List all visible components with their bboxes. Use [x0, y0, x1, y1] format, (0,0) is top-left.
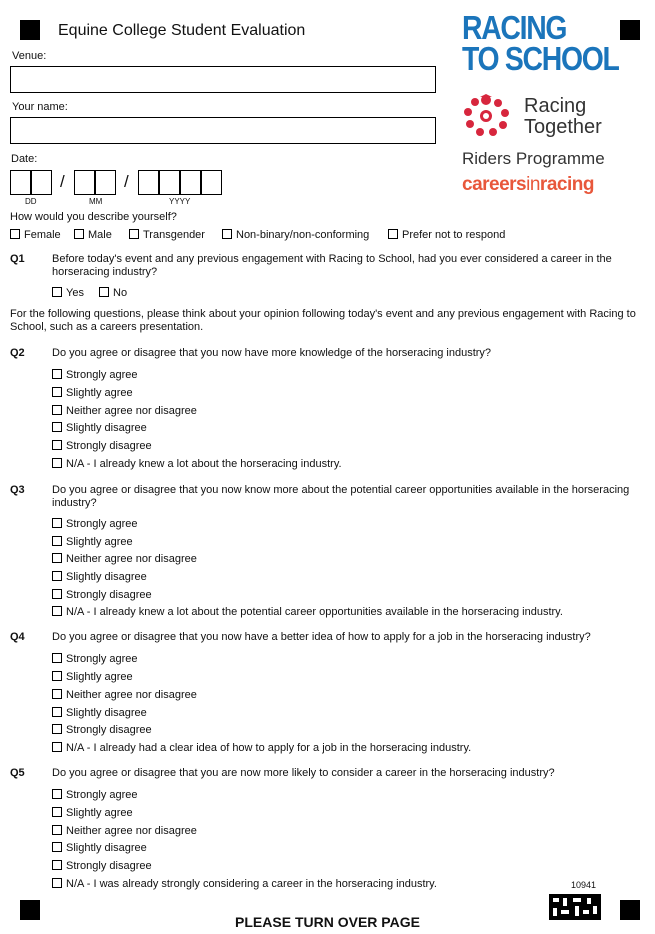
date-day-digit-2[interactable]	[31, 170, 52, 195]
q3-strongly-agree[interactable]: Strongly agree	[52, 518, 138, 530]
q1-text: Before today's event and any previous engagement with Racing to School, had you ever considered a career in the horseracing industry?	[52, 253, 612, 278]
q1-option-no[interactable]: No	[99, 287, 127, 299]
date-mm-caption: MM	[89, 197, 103, 206]
checkbox[interactable]	[52, 807, 62, 817]
option-female[interactable]: Female	[10, 229, 61, 241]
checkbox[interactable]	[52, 589, 62, 599]
registration-marker-top-left	[20, 20, 40, 40]
checkbox[interactable]	[52, 653, 62, 663]
q2-not-applicable[interactable]: N/A - I already knew a lot about the horseracing industry.	[52, 458, 342, 470]
registration-marker-top-right	[620, 20, 640, 40]
date-month-digit-1[interactable]	[74, 170, 95, 195]
racing-word: racing	[539, 174, 594, 195]
date-day-digit-1[interactable]	[10, 170, 31, 195]
q1-option-yes[interactable]: Yes	[52, 287, 84, 299]
checkbox[interactable]	[52, 458, 62, 468]
checkbox[interactable]	[52, 742, 62, 752]
q2-neither[interactable]: Neither agree nor disagree	[52, 405, 197, 417]
q2-slightly-disagree[interactable]: Slightly disagree	[52, 422, 147, 434]
q3-not-applicable[interactable]: N/A - I already knew a lot about the potential career opportunities available in the horseracing industry.	[52, 606, 563, 618]
in-word: in	[526, 174, 540, 195]
date-year-digit-4[interactable]	[201, 170, 222, 195]
name-field[interactable]	[10, 117, 436, 144]
venue-field[interactable]	[10, 66, 436, 93]
riders-programme-label: Riders Programme	[462, 149, 605, 168]
checkbox[interactable]	[52, 606, 62, 616]
checkbox[interactable]	[52, 287, 62, 297]
checkbox[interactable]	[52, 689, 62, 699]
q5-number: Q5	[10, 767, 25, 779]
option-transgender[interactable]: Transgender	[129, 229, 205, 241]
form-title: Equine College Student Evaluation	[58, 22, 306, 39]
logo-line-2: TO SCHOOL	[462, 40, 619, 77]
date-year-digit-1[interactable]	[138, 170, 159, 195]
racing-together-emblem-icon	[462, 93, 518, 139]
careers-in-racing-logo	[462, 174, 594, 196]
date-year-digit-2[interactable]	[159, 170, 180, 195]
q3-number: Q3	[10, 484, 25, 496]
instructions-paragraph: For the following questions, please think about your opinion following today's event and any previous engagement with Racing to School, such as a careers presentation.	[10, 308, 636, 333]
describe-question: How would you describe yourself?	[10, 211, 177, 223]
checkbox[interactable]	[52, 369, 62, 379]
date-separator: /	[60, 172, 65, 191]
q5-neither[interactable]: Neither agree nor disagree	[52, 825, 197, 837]
venue-label: Venue:	[12, 50, 47, 62]
checkbox[interactable]	[52, 860, 62, 870]
logo-line-1: RACING	[462, 9, 567, 46]
checkbox[interactable]	[74, 229, 84, 239]
q4-neither[interactable]: Neither agree nor disagree	[52, 689, 197, 701]
q5-text: Do you agree or disagree that you are now more likely to consider a career in the horseracing industry?	[52, 767, 555, 779]
checkbox[interactable]	[52, 518, 62, 528]
checkbox[interactable]	[52, 405, 62, 415]
q4-strongly-agree[interactable]: Strongly agree	[52, 653, 138, 665]
q2-strongly-agree[interactable]: Strongly agree	[52, 369, 138, 381]
option-non-binary[interactable]: Non-binary/non-conforming	[222, 229, 369, 241]
option-prefer-not[interactable]: Prefer not to respond	[388, 229, 505, 241]
q2-number: Q2	[10, 347, 25, 359]
checkbox[interactable]	[222, 229, 232, 239]
q4-strongly-disagree[interactable]: Strongly disagree	[52, 724, 152, 736]
checkbox[interactable]	[52, 842, 62, 852]
turn-over-notice: PLEASE TURN OVER PAGE	[235, 914, 420, 930]
checkbox[interactable]	[52, 707, 62, 717]
checkbox[interactable]	[388, 229, 398, 239]
q3-slightly-agree[interactable]: Slightly agree	[52, 536, 133, 548]
q3-slightly-disagree[interactable]: Slightly disagree	[52, 571, 147, 583]
date-separator: /	[124, 172, 129, 191]
q1-number: Q1	[10, 253, 25, 265]
careers-word: careers	[462, 174, 527, 195]
q5-strongly-disagree[interactable]: Strongly disagree	[52, 860, 152, 872]
q5-not-applicable[interactable]: N/A - I was already strongly considering a career in the horseracing industry.	[52, 878, 437, 890]
checkbox[interactable]	[52, 553, 62, 563]
checkbox[interactable]	[52, 440, 62, 450]
q4-text: Do you agree or disagree that you now have a better idea of how to apply for a job in the horseracing industry?	[52, 631, 591, 643]
checkbox[interactable]	[52, 724, 62, 734]
checkbox[interactable]	[99, 287, 109, 297]
name-label: Your name:	[12, 101, 68, 113]
racing-together-line-2: Together	[524, 116, 602, 138]
q4-slightly-disagree[interactable]: Slightly disagree	[52, 707, 147, 719]
q3-strongly-disagree[interactable]: Strongly disagree	[52, 589, 152, 601]
date-yyyy-caption: YYYY	[169, 197, 191, 206]
date-label: Date:	[11, 153, 38, 165]
q5-slightly-agree[interactable]: Slightly agree	[52, 807, 133, 819]
option-male[interactable]: Male	[74, 229, 112, 241]
q2-slightly-agree[interactable]: Slightly agree	[52, 387, 133, 399]
q2-text: Do you agree or disagree that you now have more knowledge of the horseracing industry?	[52, 347, 492, 359]
racing-together-wordmark	[524, 96, 602, 138]
q4-slightly-agree[interactable]: Slightly agree	[52, 671, 133, 683]
checkbox[interactable]	[52, 671, 62, 681]
date-dd-caption: DD	[25, 197, 37, 206]
checkbox[interactable]	[52, 789, 62, 799]
checkbox[interactable]	[52, 536, 62, 546]
checkbox[interactable]	[52, 878, 62, 888]
date-month-digit-2[interactable]	[95, 170, 116, 195]
q3-neither[interactable]: Neither agree nor disagree	[52, 553, 197, 565]
racing-together-line-1: Racing	[524, 95, 587, 117]
racing-to-school-logo	[462, 9, 619, 77]
date-year-digit-3[interactable]	[180, 170, 201, 195]
q4-number: Q4	[10, 631, 25, 643]
checkbox[interactable]	[129, 229, 139, 239]
q4-not-applicable[interactable]: N/A - I already had a clear idea of how to apply for a job in the horseracing industry.	[52, 742, 471, 754]
q5-slightly-disagree[interactable]: Slightly disagree	[52, 842, 147, 854]
checkbox[interactable]	[52, 825, 62, 835]
checkbox[interactable]	[52, 571, 62, 581]
checkbox[interactable]	[10, 229, 20, 239]
q5-strongly-agree[interactable]: Strongly agree	[52, 789, 138, 801]
q3-text: Do you agree or disagree that you now know more about the potential career opportunities available in the horseracing industry?	[52, 484, 630, 509]
checkbox[interactable]	[52, 422, 62, 432]
q2-strongly-disagree[interactable]: Strongly disagree	[52, 440, 152, 452]
form-code: 10941	[571, 880, 597, 890]
checkbox[interactable]	[52, 387, 62, 397]
